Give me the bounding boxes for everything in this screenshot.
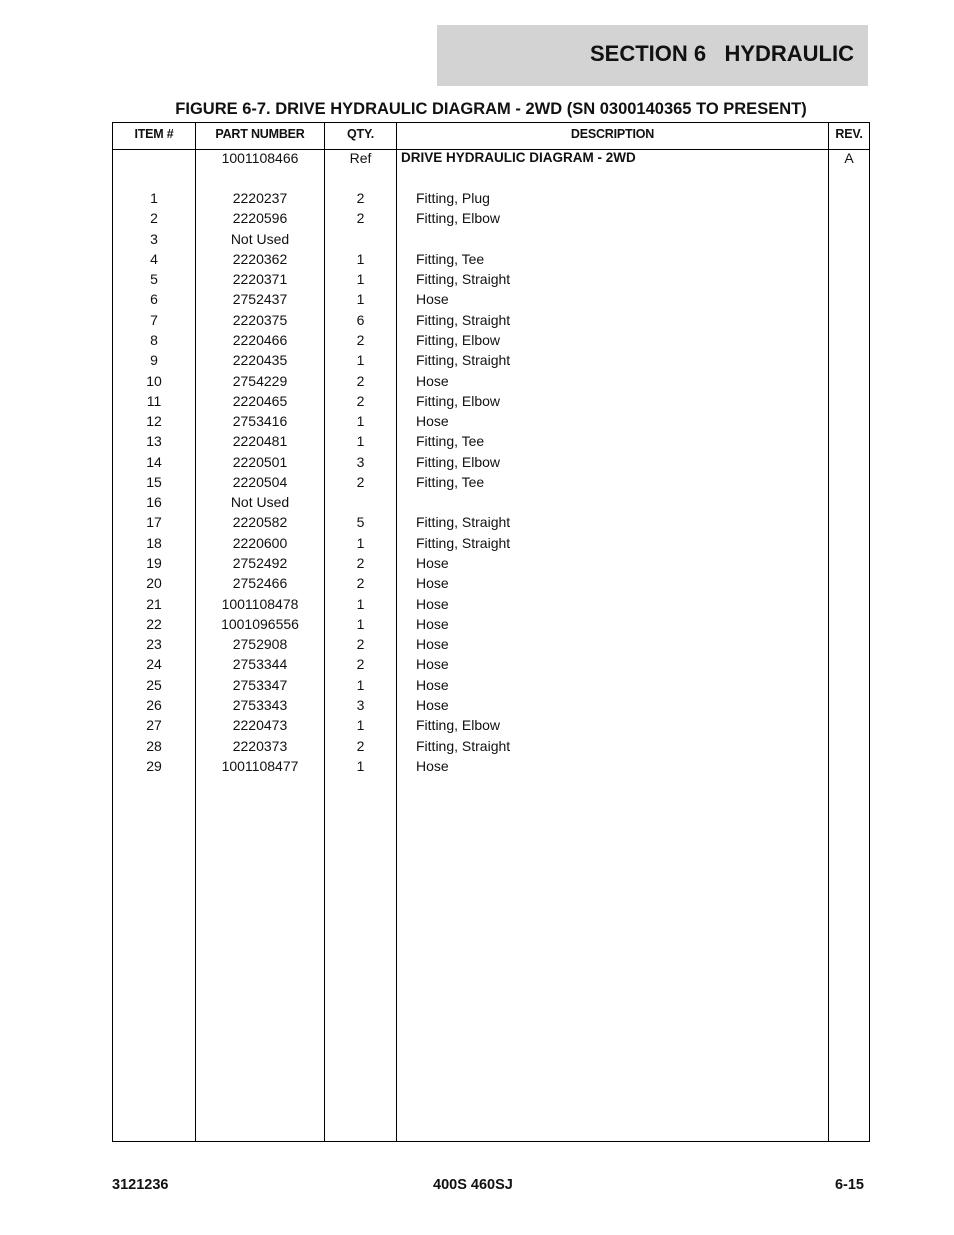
- part-number: 2752908: [232, 636, 288, 652]
- description: Hose: [416, 758, 449, 774]
- quantity: 3: [356, 454, 365, 470]
- item-number: 1: [150, 190, 158, 206]
- part-number: 2220466: [232, 332, 288, 348]
- item-number: 29: [146, 758, 162, 774]
- column-header-qty: QTY.: [347, 127, 374, 141]
- quantity: 2: [356, 210, 365, 226]
- description: Fitting, Tee: [416, 433, 485, 449]
- item-number: 10: [146, 373, 162, 389]
- part-number: 2220473: [232, 717, 288, 733]
- description: Hose: [416, 291, 449, 307]
- part-number: 2220582: [232, 514, 288, 530]
- figure-title: FIGURE 6-7. DRIVE HYDRAULIC DIAGRAM - 2WD (SN 0300140365 TO PRESENT): [175, 100, 807, 118]
- item-number: 14: [146, 454, 162, 470]
- column-header-description: DESCRIPTION: [570, 127, 655, 141]
- description: Fitting, Tee: [416, 251, 485, 267]
- description: Hose: [416, 373, 449, 389]
- item-number: 27: [146, 717, 162, 733]
- quantity: 1: [356, 596, 365, 612]
- quantity: 2: [356, 738, 365, 754]
- item-number: 9: [150, 352, 158, 368]
- quantity: 1: [356, 717, 365, 733]
- description: Fitting, Elbow: [416, 210, 501, 226]
- quantity: 1: [356, 616, 365, 632]
- description: Fitting, Elbow: [416, 393, 501, 409]
- item-number: 17: [146, 514, 162, 530]
- item-number: 16: [146, 494, 162, 510]
- column-header-part-number: PART NUMBER: [215, 127, 305, 141]
- description: Hose: [416, 413, 449, 429]
- part-number: 2753416: [232, 413, 288, 429]
- description: Hose: [416, 575, 449, 591]
- description: Fitting, Elbow: [416, 332, 501, 348]
- column-header-rev: REV.: [835, 127, 863, 141]
- description: Hose: [416, 677, 449, 693]
- part-number: 2220596: [232, 210, 288, 226]
- part-number: 2220371: [232, 271, 288, 287]
- column-divider: [396, 123, 397, 1141]
- item-number: 13: [146, 433, 162, 449]
- part-number: 2753343: [232, 697, 288, 713]
- column-divider: [828, 123, 829, 1141]
- part-number: 2220362: [232, 251, 288, 267]
- item-number: 24: [146, 656, 162, 672]
- description: Hose: [416, 697, 449, 713]
- section-title: SECTION 6 HYDRAULIC: [589, 41, 854, 66]
- part-number: 1001108477: [221, 758, 299, 774]
- item-number: 23: [146, 636, 162, 652]
- quantity: 5: [356, 514, 365, 530]
- part-number: 2753347: [232, 677, 288, 693]
- part-number: 2752437: [232, 291, 288, 307]
- description: Fitting, Elbow: [416, 717, 501, 733]
- footer-doc-number: 3121236: [112, 1177, 169, 1193]
- quantity: 1: [356, 291, 365, 307]
- part-number: 2220375: [232, 312, 288, 328]
- item-number: 28: [146, 738, 162, 754]
- quantity: 1: [356, 271, 365, 287]
- quantity: 1: [356, 352, 365, 368]
- part-number: 2753344: [232, 656, 288, 672]
- item-number: 20: [146, 575, 162, 591]
- description: Hose: [416, 636, 449, 652]
- item-number: 5: [150, 271, 158, 287]
- description: Fitting, Elbow: [416, 454, 501, 470]
- part-number: 2220435: [232, 352, 288, 368]
- quantity: 1: [356, 251, 365, 267]
- part-number: 1001108478: [221, 596, 299, 612]
- quantity: 1: [356, 433, 365, 449]
- item-number: 11: [146, 393, 162, 409]
- parts-table: [112, 122, 870, 1142]
- quantity: 1: [356, 677, 365, 693]
- quantity: 2: [356, 555, 365, 571]
- item-number: 2: [150, 210, 158, 226]
- description: Fitting, Straight: [416, 352, 511, 368]
- part-number: 2220481: [232, 433, 288, 449]
- description: Hose: [416, 616, 449, 632]
- item-number: 18: [146, 535, 162, 551]
- item-number: 21: [146, 596, 162, 612]
- quantity: 1: [356, 535, 365, 551]
- quantity: 2: [356, 332, 365, 348]
- item-number: 7: [150, 312, 158, 328]
- item-number: 12: [146, 413, 162, 429]
- item-number: 26: [146, 697, 162, 713]
- column-header-item: ITEM #: [134, 127, 174, 141]
- description: Fitting, Straight: [416, 271, 511, 287]
- item-number: 15: [146, 474, 162, 490]
- quantity: 6: [356, 312, 365, 328]
- description: Fitting, Straight: [416, 738, 511, 754]
- quantity: 2: [356, 190, 365, 206]
- part-number: Not Used: [230, 231, 290, 247]
- item-number: 8: [150, 332, 158, 348]
- footer-page-number: 6-15: [834, 1177, 864, 1193]
- part-number: 2220600: [232, 535, 288, 551]
- description: Hose: [416, 656, 449, 672]
- description: Fitting, Straight: [416, 312, 511, 328]
- description: Fitting, Plug: [416, 190, 490, 206]
- part-number: 2752466: [232, 575, 288, 591]
- item-number: 22: [146, 616, 162, 632]
- item-number: 25: [146, 677, 162, 693]
- item-number: 4: [150, 251, 158, 267]
- quantity: 2: [356, 636, 365, 652]
- part-number: Not Used: [230, 494, 290, 510]
- quantity: 2: [356, 575, 365, 591]
- footer-model: 400S 460SJ: [433, 1177, 513, 1193]
- quantity: 3: [356, 697, 365, 713]
- quantity: 1: [356, 413, 365, 429]
- description: Hose: [416, 555, 449, 571]
- ref-rev: A: [844, 150, 854, 166]
- ref-description: DRIVE HYDRAULIC DIAGRAM - 2WD: [401, 150, 636, 165]
- quantity: 1: [356, 758, 365, 774]
- item-number: 6: [150, 291, 158, 307]
- quantity: 2: [356, 393, 365, 409]
- part-number: 2220373: [232, 738, 288, 754]
- quantity: 2: [356, 373, 365, 389]
- item-number: 3: [150, 231, 158, 247]
- part-number: 2754229: [232, 373, 288, 389]
- part-number: 2220237: [232, 190, 288, 206]
- quantity: 2: [356, 474, 365, 490]
- quantity: 2: [356, 656, 365, 672]
- part-number: 1001096556: [221, 616, 299, 632]
- description: Fitting, Straight: [416, 514, 511, 530]
- part-number: 2752492: [232, 555, 288, 571]
- part-number: 2220504: [232, 474, 288, 490]
- description: Fitting, Tee: [416, 474, 485, 490]
- ref-qty: Ref: [349, 150, 372, 166]
- description: Hose: [416, 596, 449, 612]
- item-number: 19: [146, 555, 162, 571]
- ref-part-number: 1001108466: [221, 150, 299, 166]
- part-number: 2220465: [232, 393, 288, 409]
- part-number: 2220501: [232, 454, 288, 470]
- description: Fitting, Straight: [416, 535, 511, 551]
- section-header-box: [437, 25, 868, 86]
